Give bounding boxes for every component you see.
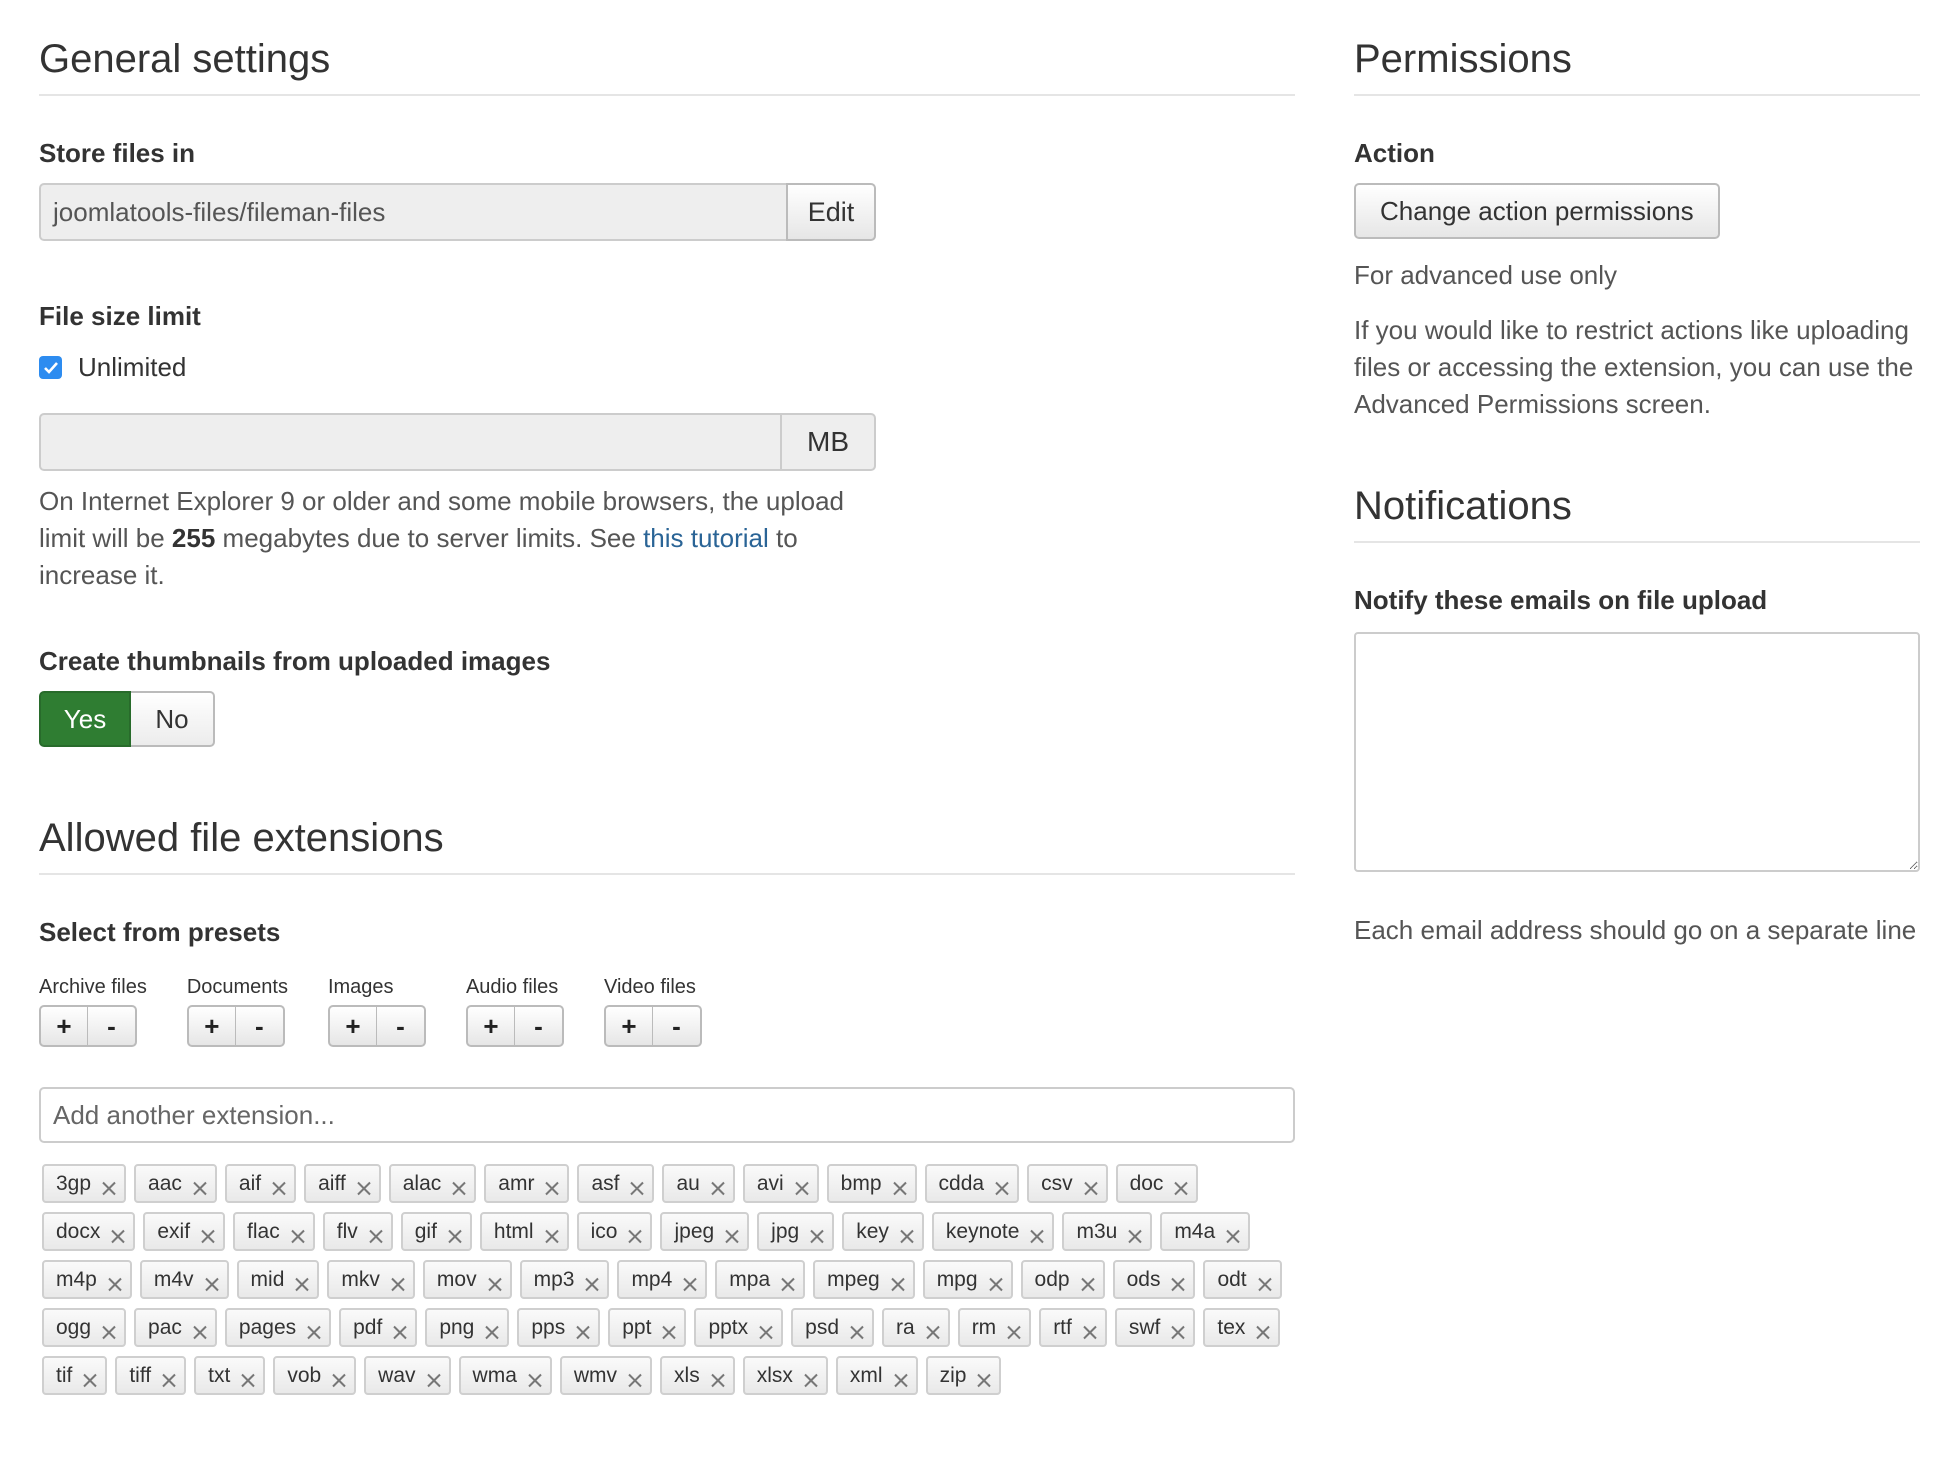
remove-tag-icon[interactable] xyxy=(989,1277,1003,1291)
extension-tag xyxy=(273,1356,356,1395)
preset-name: Images xyxy=(327,976,394,998)
remove-tag-icon[interactable] xyxy=(810,1229,824,1243)
extension-tag-label: 3gp xyxy=(56,1171,92,1195)
presets-label: Select from presets xyxy=(39,917,281,947)
extension-tag-label: ra xyxy=(896,1315,915,1339)
sidebar-column xyxy=(1354,0,1920,949)
remove-tag-icon[interactable] xyxy=(201,1229,215,1243)
remove-tag-icon[interactable] xyxy=(485,1325,499,1339)
thumbnails-label: Create thumbnails from uploaded images xyxy=(39,646,551,676)
preset-audio xyxy=(466,976,564,1047)
preset-name: Archive files xyxy=(39,976,147,998)
help-middle: megabytes due to server limits. See xyxy=(215,523,644,553)
remove-tag-icon[interactable] xyxy=(795,1181,809,1195)
remove-tag-icon[interactable] xyxy=(241,1373,255,1387)
extension-tag-label: m4a xyxy=(1174,1219,1216,1243)
remove-tag-icon[interactable] xyxy=(307,1325,321,1339)
extension-tag-label: mpa xyxy=(729,1267,771,1291)
extension-tag xyxy=(323,1212,393,1251)
extension-tag-label: psd xyxy=(805,1315,839,1339)
preset-buttons xyxy=(39,1005,147,1047)
remove-tag-icon[interactable] xyxy=(1030,1229,1044,1243)
preset-buttons xyxy=(604,1005,702,1047)
extension-tag xyxy=(1021,1260,1105,1299)
extension-tag xyxy=(694,1308,783,1347)
preset-add-button[interactable]: + xyxy=(39,1005,88,1047)
extension-tag xyxy=(1115,1308,1196,1347)
extension-tag-label: vob xyxy=(287,1363,322,1387)
extension-tag-label: pdf xyxy=(353,1315,383,1339)
remove-tag-icon[interactable] xyxy=(162,1373,176,1387)
extension-tag xyxy=(42,1164,126,1203)
remove-tag-icon[interactable] xyxy=(295,1277,309,1291)
extension-tag xyxy=(143,1212,225,1251)
extension-tag-label: m3u xyxy=(1076,1219,1118,1243)
remove-tag-icon[interactable] xyxy=(111,1229,125,1243)
help-prefix: On Internet Explorer 9 or older and some mobile browsers, the upload limit will be xyxy=(39,486,844,553)
extension-tag-label: flac xyxy=(247,1219,280,1243)
notify-emails-help: Each email address should go on a separate line xyxy=(1354,915,1917,945)
remove-tag-icon[interactable] xyxy=(452,1181,466,1195)
extension-tag xyxy=(237,1260,320,1299)
remove-tag-icon[interactable] xyxy=(900,1229,914,1243)
extension-tag-label: mid xyxy=(250,1267,285,1291)
remove-tag-icon[interactable] xyxy=(1128,1229,1142,1243)
extension-tag-label: tex xyxy=(1217,1315,1246,1339)
extension-tag-label: cdda xyxy=(938,1171,985,1195)
file-size-label: File size limit xyxy=(39,301,201,331)
extension-tag-label: key xyxy=(856,1219,889,1243)
extension-tag xyxy=(1039,1308,1107,1347)
preset-name: Video files xyxy=(603,976,696,998)
remove-tag-icon[interactable] xyxy=(102,1181,116,1195)
remove-tag-icon[interactable] xyxy=(891,1277,905,1291)
remove-tag-icon[interactable] xyxy=(926,1325,940,1339)
extension-tag xyxy=(194,1356,265,1395)
remove-tag-icon[interactable] xyxy=(894,1373,908,1387)
extension-tag xyxy=(225,1164,296,1203)
extension-tag-label: rtf xyxy=(1053,1315,1072,1339)
remove-tag-icon[interactable] xyxy=(193,1325,207,1339)
thumbnails-toggle xyxy=(39,691,1295,747)
extension-tag xyxy=(115,1356,186,1395)
extension-tag-label: bmp xyxy=(840,1171,882,1195)
extension-tag-label: mkv xyxy=(341,1267,380,1291)
extension-tag-label: avi xyxy=(756,1171,784,1195)
extension-tag-label: m4p xyxy=(56,1267,97,1291)
remove-tag-icon[interactable] xyxy=(1226,1229,1240,1243)
add-extension-input[interactable] xyxy=(39,1087,1295,1143)
action-label: Action xyxy=(1354,138,1435,168)
extension-tag-label: aac xyxy=(148,1171,182,1195)
extension-tag xyxy=(617,1260,707,1299)
extension-tag xyxy=(304,1164,381,1203)
remove-tag-icon[interactable] xyxy=(393,1325,407,1339)
remove-tag-icon[interactable] xyxy=(1174,1181,1188,1195)
extension-tag xyxy=(743,1164,819,1203)
extension-tag xyxy=(743,1356,828,1395)
extension-tag-label: mp4 xyxy=(631,1267,673,1291)
extension-tag xyxy=(827,1164,917,1203)
extension-tag xyxy=(791,1308,874,1347)
extension-tag xyxy=(1113,1260,1196,1299)
extension-tag-label: png xyxy=(439,1315,475,1339)
extension-tag xyxy=(327,1260,415,1299)
extension-tag xyxy=(926,1356,1002,1395)
thumbnails-no-button[interactable]: No xyxy=(131,691,215,747)
extension-tag-label: ico xyxy=(590,1219,618,1243)
remove-tag-icon[interactable] xyxy=(585,1277,599,1291)
extension-tag xyxy=(813,1260,915,1299)
extension-tag xyxy=(459,1356,552,1395)
extension-tag-label: jpeg xyxy=(674,1219,715,1243)
extension-tag xyxy=(42,1260,132,1299)
remove-tag-icon[interactable] xyxy=(545,1181,559,1195)
extension-tag xyxy=(1203,1308,1280,1347)
general-settings-heading: General settings xyxy=(39,36,1295,96)
preset-name: Audio files xyxy=(465,976,559,998)
preset-buttons xyxy=(187,1005,288,1047)
remove-tag-icon[interactable] xyxy=(1083,1325,1097,1339)
extension-tag xyxy=(484,1164,569,1203)
remove-tag-icon[interactable] xyxy=(628,1373,642,1387)
remove-tag-icon[interactable] xyxy=(545,1229,559,1243)
remove-tag-icon[interactable] xyxy=(683,1277,697,1291)
extension-tag xyxy=(1160,1212,1250,1251)
extension-tag xyxy=(560,1356,652,1395)
extension-tag xyxy=(42,1356,107,1395)
preset-add-button[interactable]: + xyxy=(604,1005,653,1047)
size-limit-group xyxy=(39,413,876,471)
extension-tag xyxy=(660,1212,749,1251)
extension-tag-label: xls xyxy=(674,1363,700,1387)
remove-tag-icon[interactable] xyxy=(630,1181,644,1195)
notify-emails-textarea[interactable] xyxy=(1354,632,1920,872)
extension-tags xyxy=(39,1164,1295,1404)
remove-tag-icon[interactable] xyxy=(1084,1181,1098,1195)
extension-tag xyxy=(225,1308,331,1347)
extension-tag-label: xml xyxy=(849,1363,883,1387)
extension-tag-label: odt xyxy=(1217,1267,1247,1291)
preset-name: Documents xyxy=(186,976,288,998)
extension-tag-label: keynote xyxy=(945,1219,1020,1243)
remove-tag-icon[interactable] xyxy=(193,1181,207,1195)
preset-remove-button[interactable]: - xyxy=(377,1005,426,1047)
extension-tag xyxy=(401,1212,472,1251)
extension-tag xyxy=(364,1356,450,1395)
remove-tag-icon[interactable] xyxy=(102,1325,116,1339)
remove-tag-icon[interactable] xyxy=(804,1373,818,1387)
extension-tag xyxy=(140,1260,229,1299)
extension-tag xyxy=(923,1260,1013,1299)
store-files-field: joomlatools-files/fileman-files xyxy=(39,183,786,241)
remove-tag-icon[interactable] xyxy=(448,1229,462,1243)
extension-tag-label: pages xyxy=(238,1315,297,1339)
extension-tag xyxy=(423,1260,512,1299)
extension-tag-label: wma xyxy=(472,1363,517,1387)
remove-tag-icon[interactable] xyxy=(1256,1325,1270,1339)
extension-tag-label: tif xyxy=(56,1363,73,1387)
extension-tag xyxy=(608,1308,686,1347)
unlimited-row[interactable] xyxy=(39,352,1295,383)
extension-tag-label: doc xyxy=(1129,1171,1164,1195)
preset-remove-button[interactable]: - xyxy=(515,1005,564,1047)
remove-tag-icon[interactable] xyxy=(1258,1277,1272,1291)
extension-tag-label: ogg xyxy=(56,1315,92,1339)
extension-tag-label: exif xyxy=(157,1219,191,1243)
notify-emails-label: Notify these emails on file upload xyxy=(1354,585,1768,615)
extension-tag-label: tiff xyxy=(129,1363,152,1387)
preset-add-button[interactable]: + xyxy=(187,1005,236,1047)
help-limit-value: 255 xyxy=(171,523,216,553)
extension-tag-label: swf xyxy=(1128,1315,1161,1339)
remove-tag-icon[interactable] xyxy=(205,1277,219,1291)
remove-tag-icon[interactable] xyxy=(369,1229,383,1243)
size-limit-input[interactable] xyxy=(39,413,780,471)
remove-tag-icon[interactable] xyxy=(427,1373,441,1387)
allowed-extensions-heading: Allowed file extensions xyxy=(39,815,1295,875)
extension-tag xyxy=(134,1164,217,1203)
extension-tag-label: xlsx xyxy=(756,1363,793,1387)
remove-tag-icon[interactable] xyxy=(725,1229,739,1243)
extension-tag xyxy=(42,1308,126,1347)
preset-add-button[interactable]: + xyxy=(466,1005,515,1047)
upload-limit-help xyxy=(39,483,889,594)
help-suffix: to increase it. xyxy=(39,523,798,590)
preset-images xyxy=(328,976,426,1047)
store-files-label: Store files in xyxy=(39,138,196,168)
preset-buttons xyxy=(328,1005,426,1047)
extension-tag-label: ods xyxy=(1126,1267,1161,1291)
remove-tag-icon[interactable] xyxy=(108,1277,122,1291)
extension-tag-label: pptx xyxy=(708,1315,749,1339)
preset-remove-button[interactable]: - xyxy=(236,1005,285,1047)
extension-tag-label: mov xyxy=(436,1267,477,1291)
remove-tag-icon[interactable] xyxy=(893,1181,907,1195)
remove-tag-icon[interactable] xyxy=(272,1181,286,1195)
edit-button[interactable]: Edit xyxy=(786,183,876,241)
remove-tag-icon[interactable] xyxy=(759,1325,773,1339)
preset-video xyxy=(604,976,702,1047)
thumbnails-yes-button[interactable]: Yes xyxy=(39,691,131,747)
remove-tag-icon[interactable] xyxy=(1171,1277,1185,1291)
extension-tag xyxy=(42,1212,135,1251)
extension-tag xyxy=(932,1212,1055,1251)
remove-tag-icon[interactable] xyxy=(781,1277,795,1291)
remove-tag-icon[interactable] xyxy=(711,1181,725,1195)
extension-tag xyxy=(925,1164,1020,1203)
extension-tag xyxy=(577,1164,654,1203)
extension-tag xyxy=(577,1212,653,1251)
remove-tag-icon[interactable] xyxy=(995,1181,1009,1195)
extension-tag-label: docx xyxy=(56,1219,101,1243)
extension-tag-label: rm xyxy=(971,1315,997,1339)
extension-tag-label: txt xyxy=(208,1363,231,1387)
remove-tag-icon[interactable] xyxy=(1081,1277,1095,1291)
remove-tag-icon[interactable] xyxy=(711,1373,725,1387)
extension-tag xyxy=(842,1212,924,1251)
extension-tag-label: au xyxy=(676,1171,700,1195)
remove-tag-icon[interactable] xyxy=(83,1373,97,1387)
extension-tag-label: csv xyxy=(1041,1171,1073,1195)
extension-tag xyxy=(662,1164,734,1203)
store-files-group xyxy=(39,183,876,241)
extension-tag-label: aiff xyxy=(318,1171,346,1195)
extension-tag-label: gif xyxy=(414,1219,437,1243)
remove-tag-icon[interactable] xyxy=(628,1229,642,1243)
extension-tag-label: wmv xyxy=(573,1363,618,1387)
remove-tag-icon[interactable] xyxy=(357,1181,371,1195)
extension-tag-label: zip xyxy=(939,1363,967,1387)
extension-tag-label: mpeg xyxy=(827,1267,880,1291)
extension-tag xyxy=(425,1308,509,1347)
preset-archive xyxy=(39,976,147,1047)
general-settings-column xyxy=(39,0,1295,1404)
tutorial-link[interactable]: this tutorial xyxy=(643,523,769,553)
remove-tag-icon[interactable] xyxy=(662,1325,676,1339)
remove-tag-icon[interactable] xyxy=(1171,1325,1185,1339)
extension-tag-label: asf xyxy=(591,1171,620,1195)
remove-tag-icon[interactable] xyxy=(850,1325,864,1339)
extension-tag-label: mp3 xyxy=(533,1267,575,1291)
extension-tag xyxy=(517,1308,600,1347)
preset-remove-button[interactable]: - xyxy=(653,1005,702,1047)
extension-tag-label: mpg xyxy=(936,1267,978,1291)
extension-tag xyxy=(520,1260,610,1299)
remove-tag-icon[interactable] xyxy=(576,1325,590,1339)
unlimited-label: Unlimited xyxy=(78,352,187,382)
advanced-note: For advanced use only xyxy=(1354,260,1618,290)
unlimited-checkbox[interactable] xyxy=(39,356,62,379)
remove-tag-icon[interactable] xyxy=(332,1373,346,1387)
extension-tag xyxy=(715,1260,805,1299)
extension-tag-label: m4v xyxy=(153,1267,194,1291)
extension-tag-label: flv xyxy=(336,1219,358,1243)
extension-tag xyxy=(1027,1164,1108,1203)
remove-tag-icon[interactable] xyxy=(1007,1325,1021,1339)
extension-tag xyxy=(233,1212,315,1251)
extension-tag-label: odp xyxy=(1034,1267,1070,1291)
extension-tag-label: alac xyxy=(402,1171,442,1195)
extension-tag-label: pac xyxy=(148,1315,182,1339)
size-unit-addon: MB xyxy=(780,413,876,471)
remove-tag-icon[interactable] xyxy=(528,1373,542,1387)
preset-documents xyxy=(187,976,288,1047)
extension-tag xyxy=(1062,1212,1152,1251)
extension-tag xyxy=(757,1212,834,1251)
extension-tag-label: jpg xyxy=(771,1219,800,1243)
presets-row xyxy=(39,976,1295,1047)
extension-tag-label: ppt xyxy=(622,1315,652,1339)
extension-tag xyxy=(882,1308,950,1347)
extension-tag xyxy=(958,1308,1032,1347)
extension-tag xyxy=(1116,1164,1199,1203)
extension-tag xyxy=(836,1356,918,1395)
remove-tag-icon[interactable] xyxy=(291,1229,305,1243)
extension-tag xyxy=(339,1308,417,1347)
extension-tag-label: amr xyxy=(498,1171,535,1195)
remove-tag-icon[interactable] xyxy=(488,1277,502,1291)
preset-add-button[interactable]: + xyxy=(328,1005,377,1047)
preset-buttons xyxy=(466,1005,564,1047)
extension-tag-label: wav xyxy=(378,1363,416,1387)
remove-tag-icon[interactable] xyxy=(977,1373,991,1387)
preset-remove-button[interactable]: - xyxy=(88,1005,137,1047)
permissions-description: If you would like to restrict actions like uploading files or accessing the extension, you can use the Advanced Permissions screen. xyxy=(1354,315,1914,419)
extension-tag-label: html xyxy=(493,1219,534,1243)
extension-tag xyxy=(660,1356,735,1395)
extension-tag xyxy=(1203,1260,1281,1299)
remove-tag-icon[interactable] xyxy=(391,1277,405,1291)
change-permissions-button[interactable]: Change action permissions xyxy=(1354,183,1720,239)
extension-tag xyxy=(480,1212,569,1251)
extension-tag xyxy=(389,1164,477,1203)
extension-tag-label: pps xyxy=(531,1315,566,1339)
extension-tag-label: aif xyxy=(238,1171,262,1195)
extension-tag xyxy=(134,1308,217,1347)
notifications-heading: Notifications xyxy=(1354,483,1920,543)
permissions-heading: Permissions xyxy=(1354,36,1920,96)
